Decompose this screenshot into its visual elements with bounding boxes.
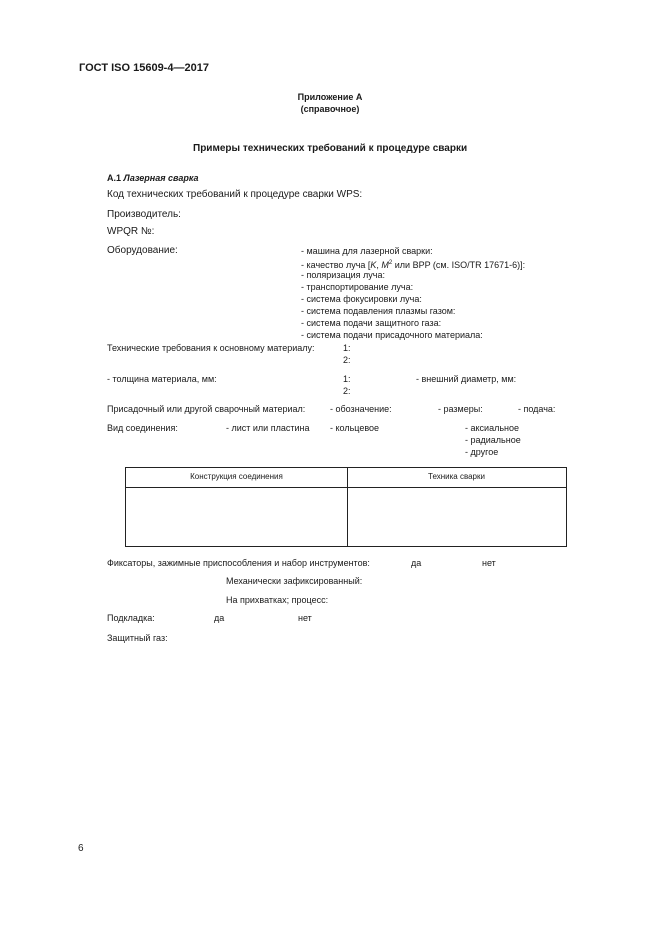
backing-yes: да — [214, 613, 225, 623]
equipment-item: - поляризация луча: — [301, 270, 385, 280]
equipment-item: - машина для лазерной сварки: — [301, 246, 433, 256]
thickness-label: - толщина материала, мм: — [107, 374, 217, 384]
main-title: Примеры технических требований к процедуре сварки — [193, 143, 468, 154]
section-number: А.1 — [107, 173, 122, 183]
equipment-item: - система подачи защитного газа: — [301, 318, 442, 328]
sizes-label: - размеры: — [438, 404, 483, 414]
section-heading — [107, 173, 199, 184]
appendix-title: Приложение А — [297, 92, 363, 102]
column-header-welding-technique: Техника сварки — [428, 472, 485, 481]
section-title: Лазерная сварка — [123, 173, 199, 183]
circular-option: - кольцевое — [330, 423, 380, 433]
feed-label: - подача: — [518, 404, 556, 414]
equipment-label: Оборудование: — [107, 245, 178, 256]
manufacturer-field: Производитель: — [107, 209, 181, 220]
appendix-subtitle: (справочное) — [300, 104, 360, 114]
mechanical-fixed-label: Механически зафиксированный: — [226, 576, 363, 586]
document-code: ГОСТ ISO 15609-4—2017 — [79, 62, 209, 74]
tack-welded-label: На прихватках; процесс: — [226, 595, 329, 605]
radial-option: - радиальное — [465, 435, 521, 445]
table-header-divider — [126, 487, 566, 488]
fixtures-yes: да — [411, 558, 422, 568]
fixtures-no: нет — [482, 558, 496, 568]
thickness-1: 1: — [343, 374, 351, 384]
backing-label: Подкладка: — [107, 613, 155, 623]
designation-label: - обозначение: — [330, 404, 392, 414]
filler-label: Присадочный или другой сварочный материал: — [107, 404, 306, 414]
equipment-item: - система подачи присадочного материала: — [301, 330, 483, 340]
shielding-gas-label: Защитный газ: — [107, 633, 168, 643]
beam-quality-item: - качество луча [K, $M^2$ или BPP (см. ISO/TR 17671-6)]: — [301, 260, 526, 270]
page-number: 6 — [78, 843, 84, 854]
base-material-1: 1: — [343, 343, 351, 353]
base-material-label: Технические требования к основному материалу: — [107, 343, 315, 353]
equipment-item: - система подавления плазмы газом: — [301, 306, 456, 316]
fixtures-label: Фиксаторы, зажимные приспособления и набор инструментов: — [107, 558, 370, 568]
thickness-2: 2: — [343, 386, 351, 396]
wps-code-field: Код технических требований к процедуре сварки WPS: — [107, 189, 363, 200]
outer-diameter-label: - внешний диаметр, мм: — [416, 374, 517, 384]
sheet-plate-option: - лист или пластина — [226, 423, 310, 433]
axial-option: - аксиальное — [465, 423, 519, 433]
column-header-joint-design: Конструкция соединения — [190, 472, 283, 481]
backing-no: нет — [298, 613, 312, 623]
joint-table — [125, 467, 567, 547]
equipment-item: - транспортирование луча: — [301, 282, 414, 292]
equipment-item: - система фокусировки луча: — [301, 294, 422, 304]
base-material-2: 2: — [343, 355, 351, 365]
joint-type-label: Вид соединения: — [107, 423, 178, 433]
wpqr-field: WPQR №: — [107, 226, 155, 237]
other-option: - другое — [465, 447, 499, 457]
